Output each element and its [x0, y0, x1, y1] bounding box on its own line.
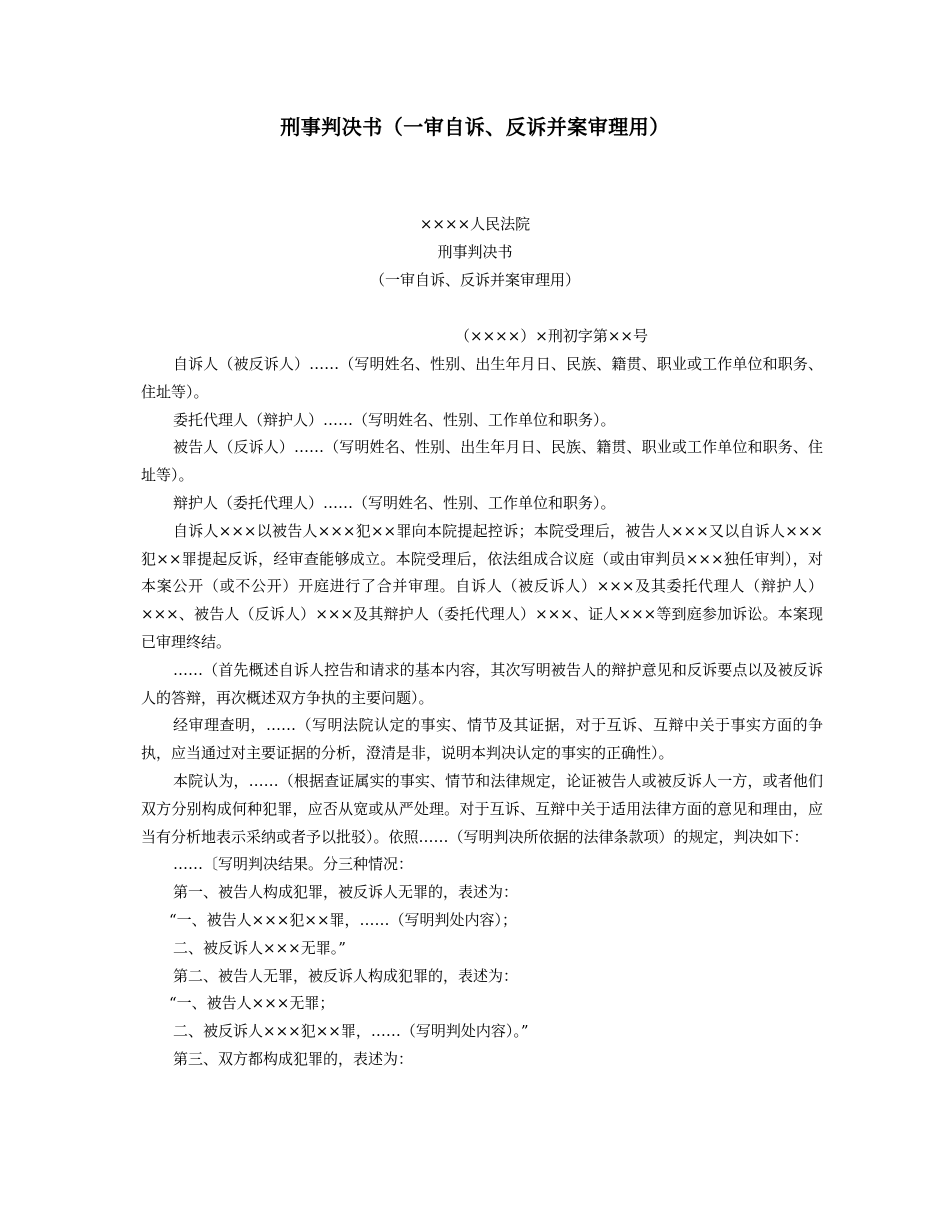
- paragraph-case-one: 第一、被告人构成犯罪，被反诉人无罪的，表述为：: [173, 883, 519, 902]
- paragraph-plaintiff-agent: 委托代理人（辩护人）……（写明姓名、性别、工作单位和职务）。: [173, 410, 616, 429]
- paragraph-court-opinion: 本院认为，……（根据查证属实的事实、情节和法律规定，论证被告人或被反诉人一方，或者他们双方分别构成何种犯罪，应否从宽或从严处理。对于互诉、互辩中关于适用法律方面的意见和理由，应当有分析地表示采纳或者予以批驳）。依照……（写明判决所依据的法律条款项）的规定，判决如下：: [141, 771, 823, 846]
- document-title: 刑事判决书（一审自诉、反诉并案审理用）: [280, 115, 670, 139]
- paragraph-judgment-intro: ……〔写明判决结果。分三种情况：: [173, 855, 414, 874]
- document-body: [141, 351, 823, 1074]
- paragraph-plaintiff: 自诉人（被反诉人）……（写明姓名、性别、出生年月日、民族、籍贯、职业或工作单位和职务、住址等）。: [141, 355, 823, 401]
- paragraph-facts-found: 经审理查明，……（写明法院认定的事实、情节及其证据，对于互诉、互辩中关于事实方面的争执，应当通过对主要证据的分析，澄清是非，说明本判决认定的事实的正确性）。: [141, 716, 823, 763]
- paragraph-defender: 辩护人（委托代理人）……（写明姓名、性别、工作单位和职务）。: [173, 493, 616, 512]
- paragraph-case-one-item-two: 二、被反诉人×××无罪。”: [173, 938, 346, 957]
- paragraph-defendant: 被告人（反诉人）……（写明姓名、性别、出生年月日、民族、籍贯、职业或工作单位和职务、住址等）。: [141, 438, 823, 485]
- paragraph-case-two-item-two: 二、被反诉人×××犯××罪，……（写明判处内容）。”: [173, 1022, 529, 1041]
- document-subtitle: （一审自诉、反诉并案审理用）: [369, 271, 580, 289]
- court-name: ××××人民法院: [419, 215, 531, 233]
- paragraph-case-three: 第三、双方都构成犯罪的，表述为：: [173, 1049, 414, 1068]
- paragraph-claims-summary: ……（首先概述自诉人控告和请求的基本内容，其次写明被告人的辩护意见和反诉要点以及被反诉人的答辩，再次概述双方争执的主要问题）。: [141, 660, 823, 707]
- document-type: 刑事判决书: [437, 243, 513, 261]
- paragraph-case-one-item-one: “一、被告人×××犯××罪，……（写明判处内容）；: [169, 910, 518, 929]
- case-number: （××××）×刑初字第××号: [455, 327, 648, 345]
- paragraph-case-procedure: 自诉人×××以被告人×××犯××罪向本院提起控诉；本院受理后，被告人×××又以自诉人×××犯××罪提起反诉，经审查能够成立。本院受理后，依法组成合议庭（或由审判员×××独任审判），对本案公开（或不公开）开庭进行了合并审理。自诉人（被反诉人）×××及其委托代理人（辩护人）×××、被告人（反诉人）×××及其辩护人（委托代理人）×××、证人×××等到庭参加诉讼。本案现已审理终结。: [141, 521, 823, 651]
- paragraph-case-two-item-one: “一、被告人×××无罪；: [169, 994, 335, 1013]
- paragraph-case-two: 第二、被告人无罪，被反诉人构成犯罪的，表述为：: [173, 966, 519, 985]
